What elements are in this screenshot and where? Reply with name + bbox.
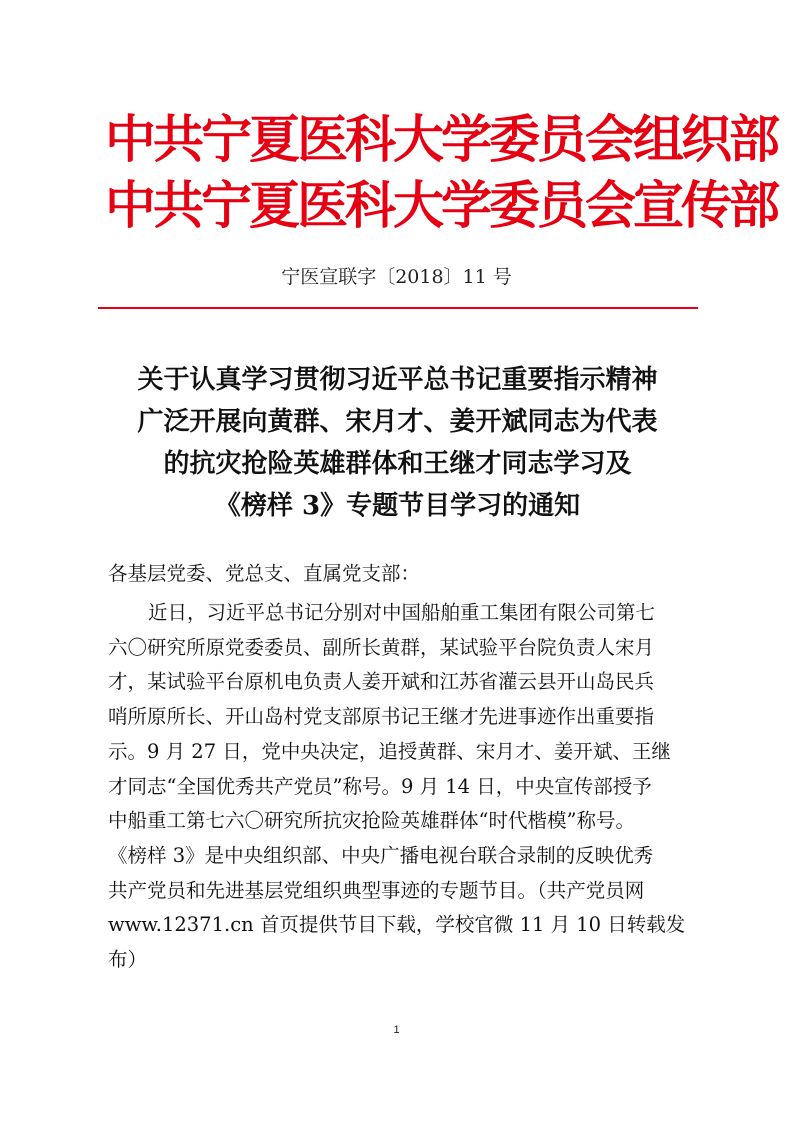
body-line: 示。9 月 27 日，党中央决定，追授黄群、宋月才、姜开斌、王继 [108,739,671,763]
title-line: 《榜样 3》专题节目学习的通知 [214,491,581,521]
body-line: 《榜样 3》是中央组织部、中央广播电视台联合录制的反映优秀 [108,843,654,867]
page-number: 1 [393,1024,400,1036]
org-header-propaganda: 中共宁夏医科大学委员会宣传部 [105,177,778,236]
red-divider-line [98,307,698,309]
body-line: www.12371.cn 首页提供节目下载，学校官微 11 月 10 日转载发 [108,913,686,937]
body-line: 中船重工第七六〇研究所抗灾抢险英雄群体“时代楷模”称号。 [108,809,635,833]
salutation: 各基层党委、党总支、直属党支部： [108,562,421,585]
document-number: 宁医宣联字〔2018〕11 号 [281,266,512,288]
body-line: 才同志“全国优秀共产党员”称号。9 月 14 日，中央宣传部授予 [108,774,652,798]
document-title [90,359,705,527]
body-line: 布） [108,948,148,972]
body-paragraph [108,596,698,978]
body-line: 近日，习近平总书记分别对中国船舶重工集团有限公司第七 [148,601,656,624]
title-line: 的抗灾抢险英雄群体和王继才同志学习及 [163,449,632,479]
body-line: 六〇研究所原党委委员、副所长黄群，某试验平台院负责人宋月 [108,635,655,659]
body-line: 哨所原所长、开山岛村党支部原书记王继才先进事迹作出重要指 [108,705,655,729]
title-line: 关于认真学习贯彻习近平总书记重要指示精神 [137,365,658,395]
org-header-organization: 中共宁夏医科大学委员会组织部 [105,111,778,170]
body-line: 才，某试验平台原机电负责人姜开斌和江苏省灌云县开山岛民兵 [108,670,655,694]
body-line: 共产党员和先进基层党组织典型事迹的专题节目。（共产党员网 [108,878,645,902]
title-line: 广泛开展向黄群、宋月才、姜开斌同志为代表 [137,407,658,437]
